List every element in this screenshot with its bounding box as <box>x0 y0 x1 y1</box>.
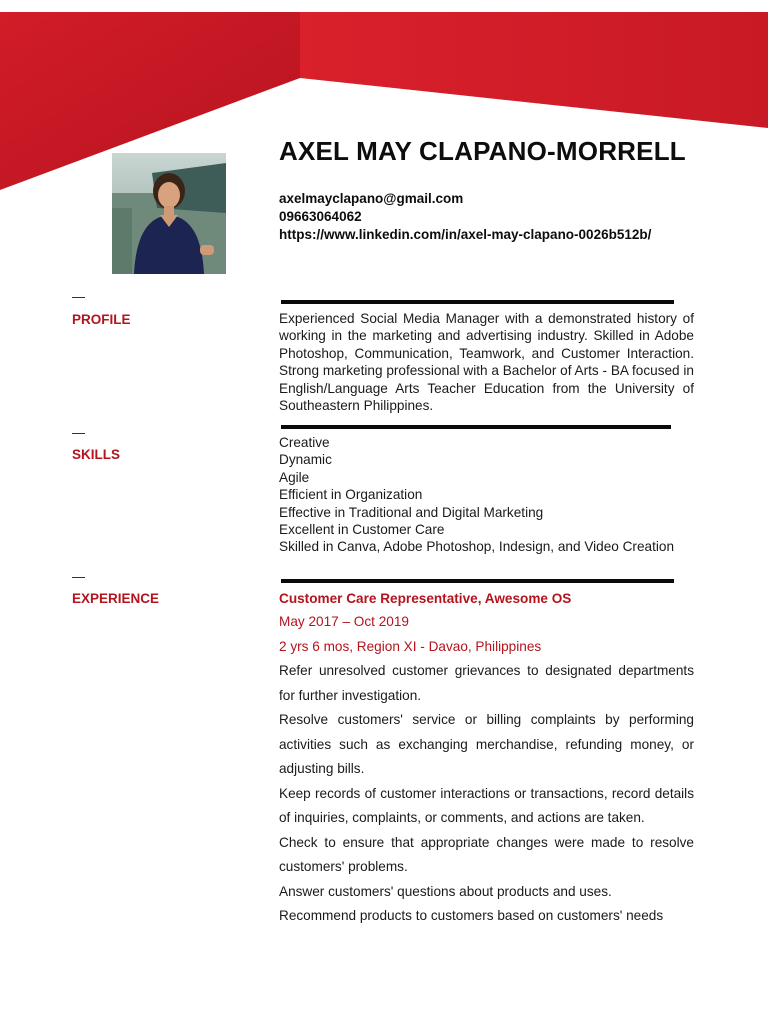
job-duty: Resolve customers' service or billing complaints by performing activities such as exchanging merchandise, refunding money, or adjusting bills. <box>279 712 694 776</box>
contact-block <box>279 190 651 244</box>
section-rule-profile <box>281 300 674 304</box>
skill-item: Efficient in Organization <box>279 487 423 503</box>
linkedin-link[interactable]: https://www.linkedin.com/in/axel-may-clapano-0026b512b/ <box>279 227 652 242</box>
section-label-profile: PROFILE <box>72 312 131 327</box>
skill-item: Creative <box>279 435 330 450</box>
skill-item: Skilled in Canva, Adobe Photoshop, Indesign, and Video Creation <box>279 539 675 555</box>
job-title: Customer Care Representative, Awesome OS <box>279 591 572 606</box>
skill-item: Effective in Traditional and Digital Marketing <box>279 504 544 520</box>
job-duty: Check to ensure that appropriate changes were made to resolve customers' problems. <box>279 834 694 874</box>
email-link[interactable]: axelmayclapano@gmail.com <box>279 191 464 206</box>
phone-number: 09663064062 <box>279 209 362 224</box>
section-dash-profile: — <box>72 289 85 304</box>
section-rule-experience <box>281 579 674 583</box>
job-duty: Keep records of customer interactions or transactions, record details of inquiries, complaints, or comments, and actions are taken. <box>279 785 694 825</box>
job-dates: May 2017 – Oct 2019 <box>279 614 409 629</box>
job-duty: Recommend products to customers based on customers' needs <box>279 908 664 923</box>
job-duty: Answer customers' questions about products and uses. <box>279 883 612 899</box>
candidate-name: AXEL MAY CLAPANO-MORRELL <box>279 136 686 166</box>
job-duration-location: 2 yrs 6 mos, Region XI - Davao, Philippines <box>279 638 542 654</box>
profile-summary: Experienced Social Media Manager with a demonstrated history of working in the marketing and advertising industry. Skilled in Adobe Photoshop, Communication, Teamwork, and Customer Interaction. Strong marketing professional with a Bachelor of Arts - BA focused in English/Language Arts Teacher Education from the University of Southeastern Philippines. <box>279 311 694 414</box>
skills-list <box>279 434 674 556</box>
section-rule-skills <box>281 425 671 429</box>
section-dash-skills: — <box>72 425 85 440</box>
section-dash-experience: — <box>72 569 85 584</box>
skill-item: Excellent in Customer Care <box>279 522 445 538</box>
skill-item: Dynamic <box>279 452 332 468</box>
job-duty: Refer unresolved customer grievances to designated departments for further investigation. <box>279 663 694 703</box>
section-label-skills: SKILLS <box>72 447 121 462</box>
profile-photo <box>112 153 226 274</box>
experience-entry <box>279 588 694 929</box>
section-label-experience: EXPERIENCE <box>72 591 160 606</box>
skill-item: Agile <box>279 469 310 485</box>
